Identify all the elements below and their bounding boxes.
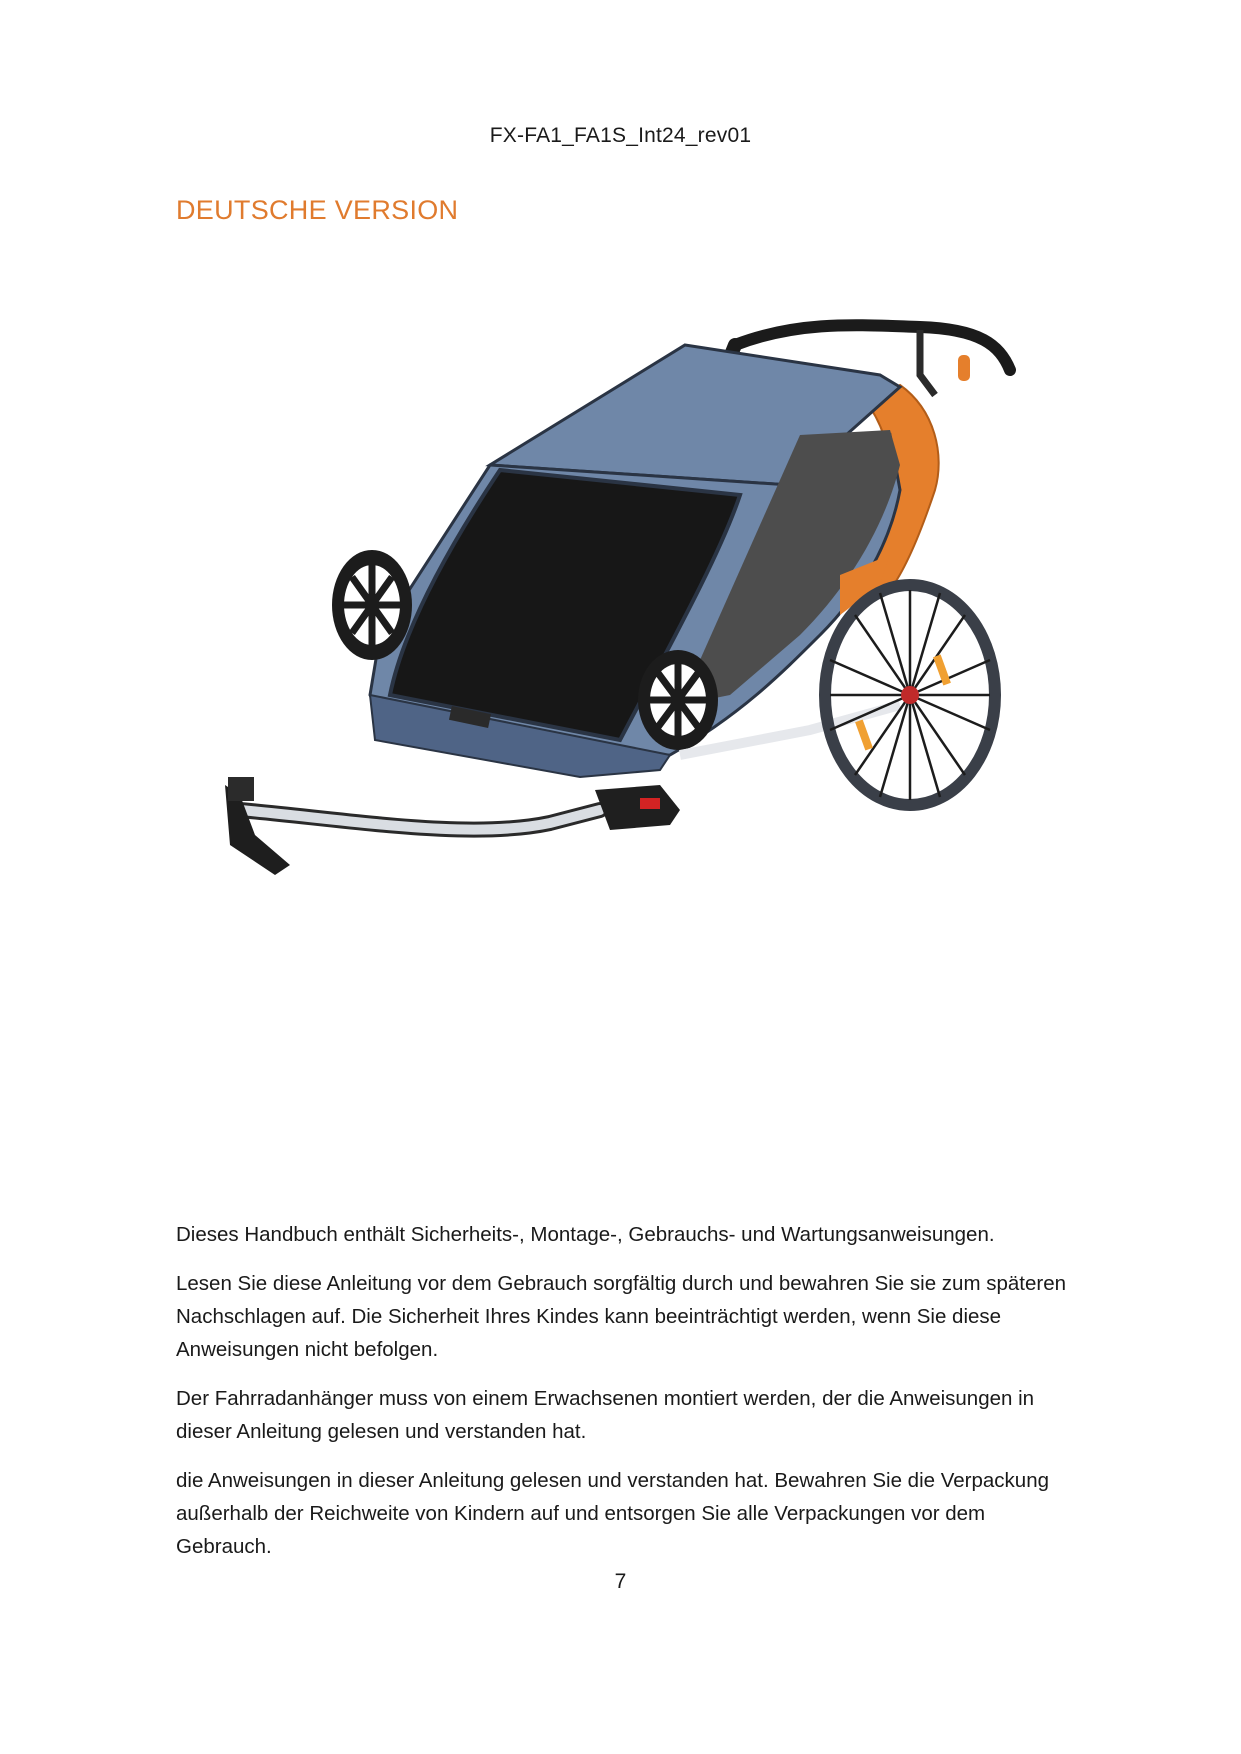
reflector-icon bbox=[640, 798, 660, 809]
page-number: 7 bbox=[614, 1570, 627, 1593]
front-wheel-right bbox=[638, 650, 718, 750]
bike-trailer-illustration bbox=[200, 315, 1080, 995]
rear-wheel bbox=[825, 585, 995, 805]
front-wheel-left bbox=[332, 550, 412, 660]
paragraph-1: Dieses Handbuch enthält Sicherheits-, Montage-, Gebrauchs- und Wartungsanweisungen. bbox=[176, 1223, 995, 1246]
document-code: FX-FA1_FA1S_Int24_rev01 bbox=[489, 124, 752, 147]
paragraph-4: die Anweisungen in dieser Anleitung gelesen und verstanden hat. Bewahren Sie die Verpackung außerhalb der Reichweite von Kindern auf und entsorgen Sie alle Verpackungen vor dem Gebrauch. bbox=[176, 1469, 1050, 1558]
tow-bar bbox=[225, 777, 680, 875]
paragraph-2: Lesen Sie diese Anleitung vor dem Gebrauch sorgfältig durch und bewahren Sie sie zum späteren Nachschlagen auf. Die Sicherheit Ihres Kindes kann beeinträchtigt werden, wenn Sie diese Anweisungen nicht befolgen. bbox=[176, 1272, 1067, 1361]
body-text bbox=[176, 1218, 1076, 1579]
paragraph-3: Der Fahrradanhänger muss von einem Erwachsenen montiert werden, der die Anweisungen in dieser Anleitung gelesen und verstanden hat. bbox=[176, 1387, 1035, 1443]
section-heading: DEUTSCHE VERSION bbox=[176, 195, 459, 225]
